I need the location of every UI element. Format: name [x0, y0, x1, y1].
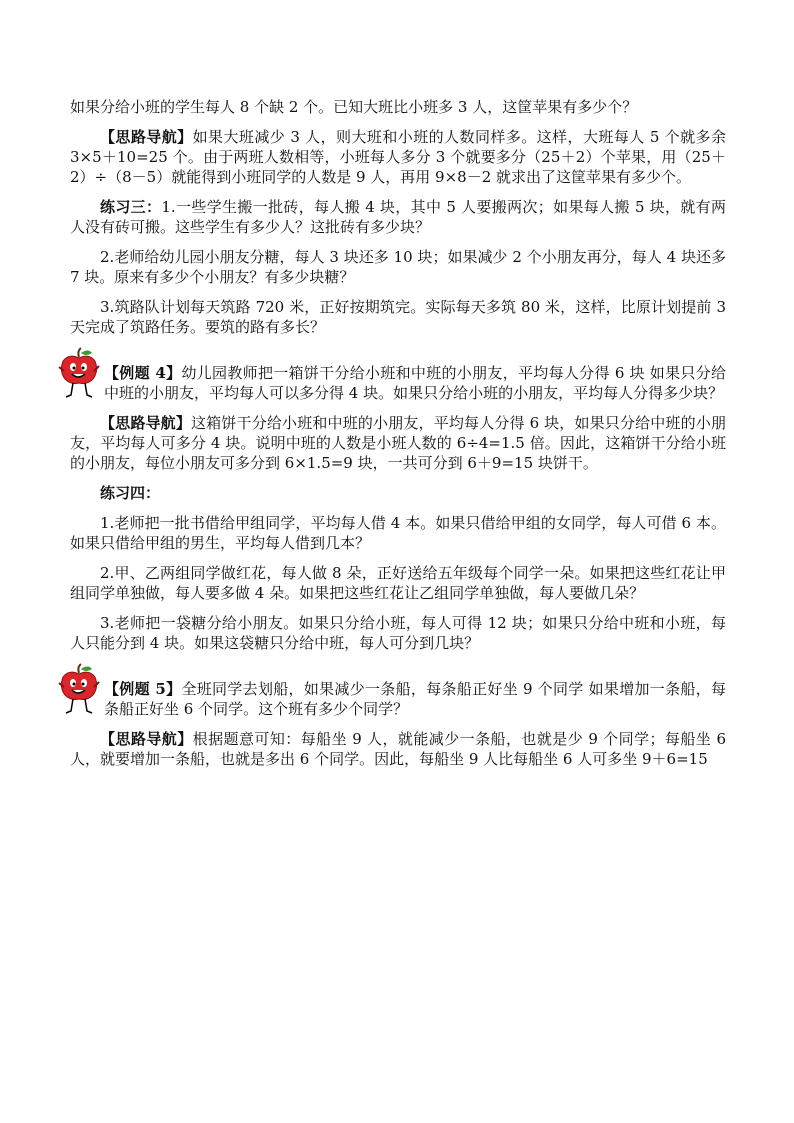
example-5-block [70, 679, 726, 719]
paragraph-continuation: 如果分给小班的学生每人 8 个缺 2 个。已知大班比小班多 3 人，这筐苹果有多少个？ [70, 98, 638, 116]
practice-3-item-3: 3.筑路队计划每天筑路 720 米，正好按期筑完。实际每天多筑 80 米，这样，比原计划提前 3 天完成了筑路任务。要筑的路有多长？ [70, 298, 726, 336]
guide-paragraph-3: 【思路导航】如果大班减少 3 人，则大班和小班的人数同样多。这样，大班每人 5 个就多余 3×5＋10=25 个。由于两班人数相等，小班每人多分 3 个就要多分（25＋2）个苹果，用（25＋2）÷（8－5）就能得到小班同学的人数是 9 人，再用 9×8－2 就求出了这筐苹果有多少个。 [70, 128, 726, 186]
example-5-question: 【例题 5】全班同学去划船，如果减少一条船，每条船正好坐 9 个同学 如果增加一条船，每条船正好坐 6 个同学。这个班有多少个同学？ [104, 680, 726, 718]
practice-3-item-2: 2.老师给幼儿园小朋友分糖，每人 3 块还多 10 块；如果减少 2 个小朋友再分，每人 4 块还多 7 块。原来有多少个小朋友？有多少块糖？ [70, 248, 726, 286]
apple-icon [57, 663, 101, 717]
document-page [70, 97, 726, 779]
example-5-guide: 【思路导航】根据题意可知：每船坐 9 人，就能减少一条船，也就是少 9 个同学；每船坐 6 人，就要增加一条船，也就是多出 6 个同学。因此，每船坐 9 人比每船坐 6 人可多坐 9＋6=15 [70, 730, 726, 768]
example-4-block [70, 363, 726, 403]
example-4-guide: 【思路导航】这箱饼干分给小班和中班的小朋友，平均每人分得 6 块，如果只分给中班的小朋友，平均每人可多分 4 块。说明中班的人数是小班人数的 6÷4=1.5 倍。因此，这箱饼干分给小班的小朋友，每位小朋友可多分到 6×1.5=9 块，一共可分到 6＋9=15 块饼干。 [70, 414, 726, 472]
practice-4-title: 练习四： [100, 484, 161, 502]
practice-4-item-3: 3.老师把一袋糖分给小朋友。如果只分给小班，每人可得 12 块；如果只分给中班和小班，每人只能分到 4 块。如果这袋糖只分给中班，每人可分到几块？ [70, 614, 726, 652]
practice-4-item-2: 2.甲、乙两组同学做红花，每人做 8 朵，正好送给五年级每个同学一朵。如果把这些红花让甲组同学单独做，每人要多做 4 朵。如果把这些红花让乙组同学单独做，每人要做几朵？ [70, 564, 726, 602]
practice-3-item-1: 练习三：1.一些学生搬一批砖，每人搬 4 块，其中 5 人要搬两次；如果每人搬 5 块，就有两人没有砖可搬。这些学生有多少人？这批砖有多少块？ [70, 198, 726, 236]
example-4-question: 【例题 4】幼儿园教师把一箱饼干分给小班和中班的小朋友，平均每人分得 6 块 如果只分给中班的小朋友，平均每人可以多分得 4 块。如果只分给小班的小朋友，平均每人分得多少块？ [104, 364, 726, 402]
practice-4-item-1: 1.老师把一批书借给甲组同学，平均每人借 4 本。如果只借给甲组的女同学，每人可借 6 本。如果只借给甲组的男生，平均每人借到几本？ [70, 514, 726, 552]
apple-icon [57, 347, 101, 401]
